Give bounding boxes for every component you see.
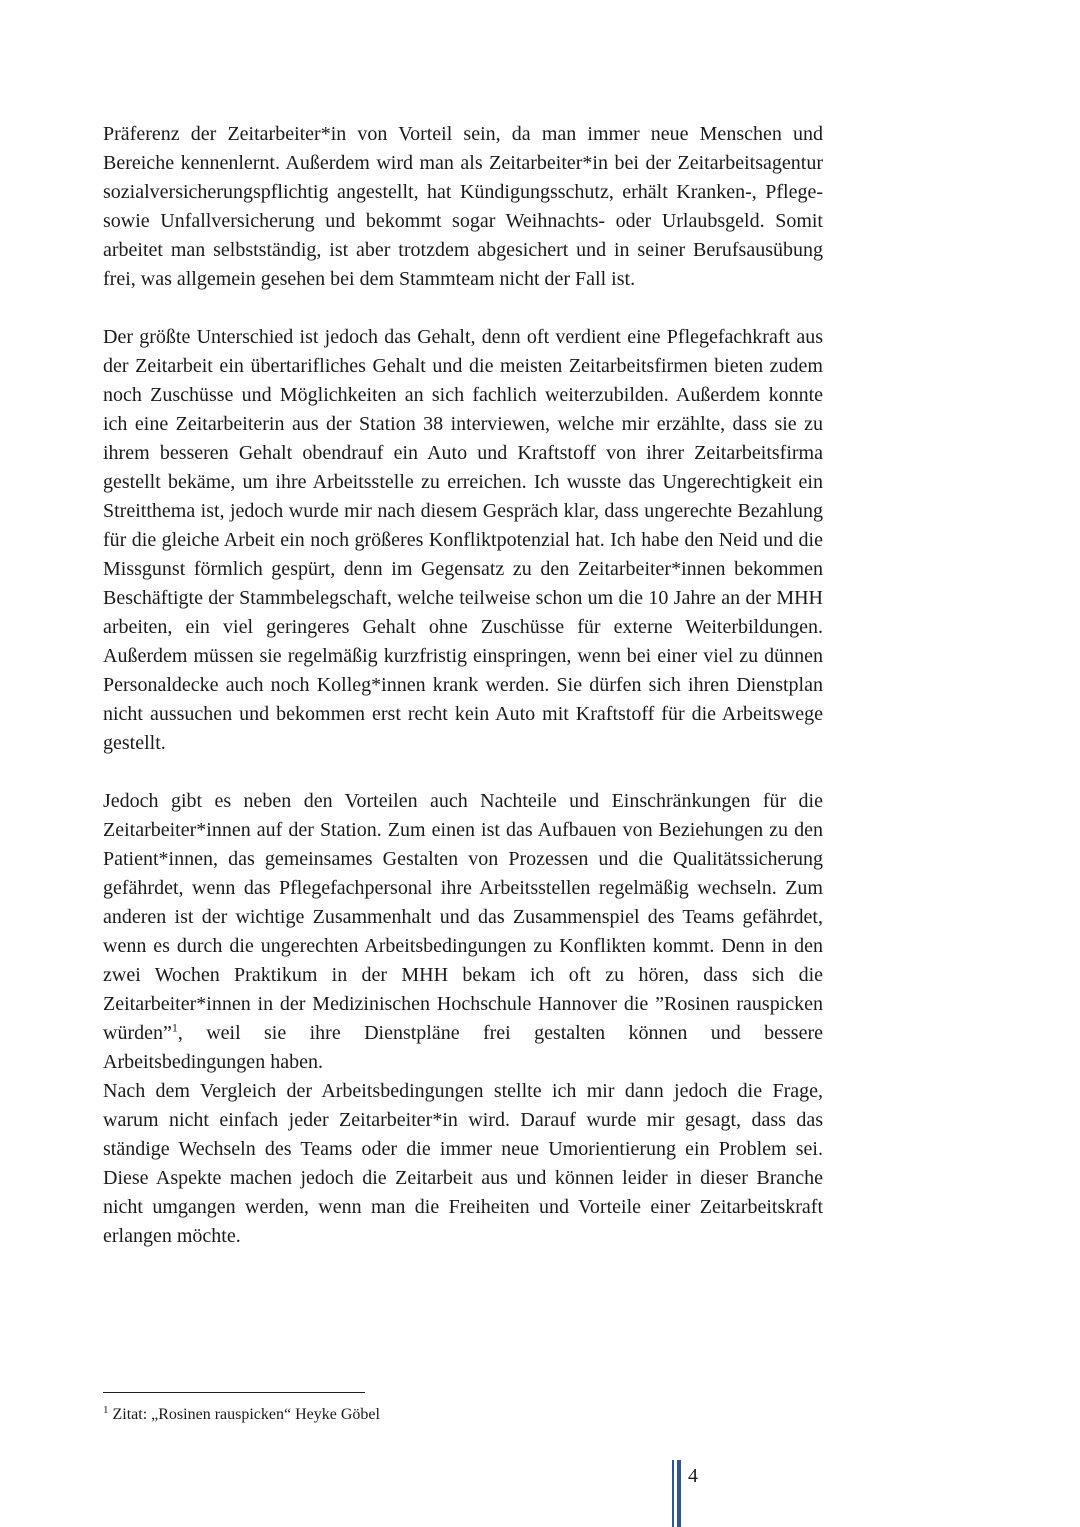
paragraph-1: Präferenz der Zeitarbeiter*in von Vorteil sein, da man immer neue Menschen und Bereiche kennenlernt. Außerdem wird man als Zeitarbeiter*in bei der Zeitarbeitsagentur sozialversicherungspflichtig angestellt, hat Kündigungsschutz, erhält Kranken-, Pflege- sowie Unfallversicherung und bekommt sogar Weihnachts- oder Urlaubsgeld. Somit arbeitet man selbstständig, ist aber trotzdem abgesichert und in seiner Berufsausübung frei, was allgemein gesehen bei dem Stammteam nicht der Fall ist. [103, 123, 823, 290]
page-accent-bar [677, 1460, 681, 1527]
page-footer [672, 1460, 732, 1527]
paragraph-3 [103, 787, 823, 1077]
paragraph-2: Der größte Unterschied ist jedoch das Gehalt, denn oft verdient eine Pflegefachkraft aus der Zeitarbeit ein übertarifliches Gehalt und die meisten Zeitarbeitsfirmen bieten zudem noch Zuschüsse und Möglichkeiten an sich fachlich weiterzubilden. Außerdem konnte ich eine Zeitarbeiterin aus der Station 38 interviewen, welche mir erzählte, dass sie zu ihrem besseren Gehalt obendrauf ein Auto und Kraftstoff von ihrer Zeitarbeitsfirma gestellt bekäme, um ihre Arbeitsstelle zu erreichen. Ich wusste das Ungerechtigkeit ein Streitthema ist, jedoch wurde mir nach diesem Gespräch klar, dass ungerechte Bezahlung für die gleiche Arbeit ein noch größeres Konfliktpotenzial hat. Ich habe den Neid und die Missgunst förmlich gespürt, denn im Gegensatz zu den Zeitarbeiter*innen bekommen Beschäftigte der Stammbelegschaft, welche teilweise schon um die 10 Jahre an der MHH arbeiten, ein viel geringeres Gehalt ohne Zuschüsse für externe Weiterbildungen. Außerdem müssen sie regelmäßig kurzfristig einspringen, wenn bei einer viel zu dünnen Personaldecke auch noch Kolleg*innen krank werden. Sie dürfen sich ihren Dienstplan nicht aussuchen und bekommen erst recht kein Auto mit Kraftstoff für die Arbeitswege gestellt. [103, 326, 823, 754]
page-number: 4 [688, 1465, 698, 1487]
page-accent-line [672, 1460, 674, 1527]
footnote-reference[interactable]: 1 [171, 1020, 178, 1035]
footnote-divider [103, 1392, 365, 1393]
paragraph-3-text: Jedoch gibt es neben den Vorteilen auch Nachteile und Einschränkungen für die Zeitarbeiter*innen auf der Station. Zum einen ist das Aufbauen von Beziehungen zu den Patient*innen, das gemeinsames Gestalten von Prozessen und die Qualitätssicherung gefährdet, wenn das Pflegefachpersonal ihre Arbeitsstellen regelmäßig wechseln. Zum anderen ist der wichtige Zusammenhalt und das Zusammenspiel des Teams gefährdet, wenn es durch die ungerechten Arbeitsbedingungen zu Konflikten kommt. Denn in den zwei Wochen Praktikum in der MHH bekam ich oft zu hören, dass sich die Zeitarbeiter*innen in der Medizinischen Hochschule Hannover die ”Rosinen rauspicken würden” [103, 790, 823, 1044]
body-text [103, 120, 823, 1251]
paragraph-3-continuation: , weil sie ihre Dienstpläne frei gestalten können und bessere Arbeitsbedingungen haben. [103, 1022, 823, 1073]
footnote-number: 1 [103, 1403, 109, 1416]
paragraph-4: Nach dem Vergleich der Arbeitsbedingungen stellte ich mir dann jedoch die Frage, warum nicht einfach jeder Zeitarbeiter*in wird. Darauf wurde mir gesagt, dass das ständige Wechseln des Teams oder die immer neue Umorientierung ein Problem sei. Diese Aspekte machen jedoch die Zeitarbeit aus und können leider in dieser Branche nicht umgangen werden, wenn man die Freiheiten und Vorteile einer Zeitarbeitskraft erlangen möchte. [103, 1080, 823, 1247]
footnote [103, 1404, 380, 1426]
footnote-text: Zitat: „Rosinen rauspicken“ Heyke Göbel [112, 1406, 380, 1423]
